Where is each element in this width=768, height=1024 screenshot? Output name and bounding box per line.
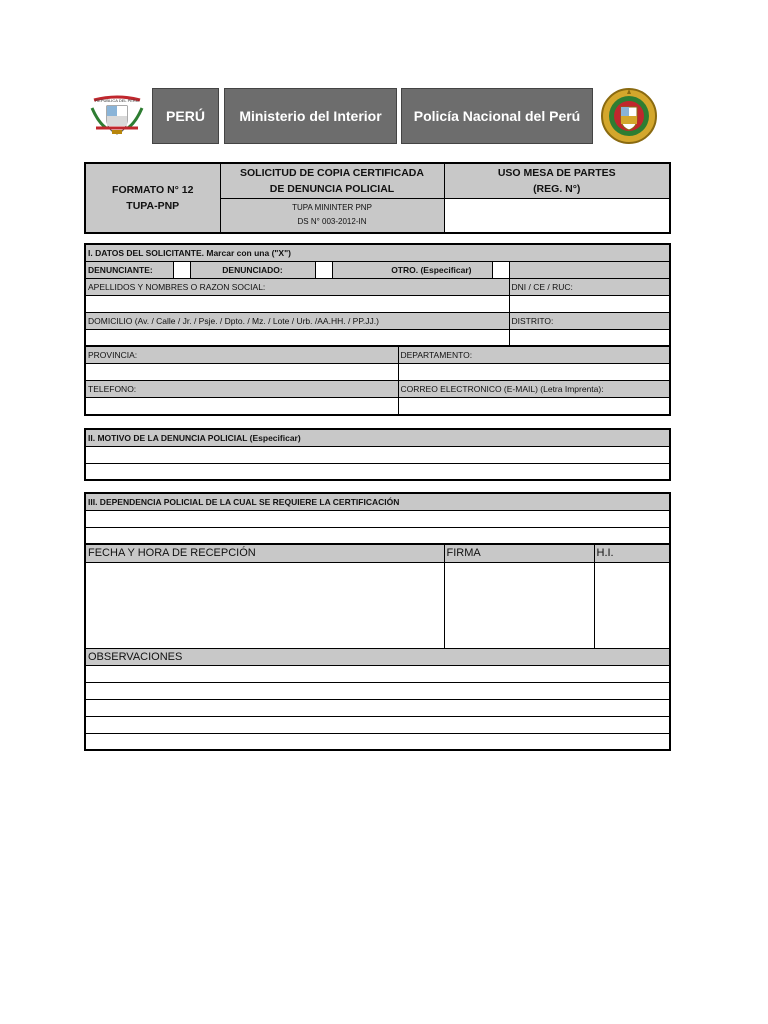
domicilio-label: DOMICILIO (Av. / Calle / Jr. / Psje. / Dpto. / Mz. / Lote / Urb. /AA.HH. / PP.JJ.) [85,312,509,329]
header-peru-label: PERÚ [166,108,205,124]
correo-label: CORREO ELECTRONICO (E-MAIL) (Letra Imprenta): [398,381,670,398]
denunciado-checkbox[interactable] [315,261,332,278]
observaciones-line-5[interactable] [85,733,670,750]
header-peru-box [152,88,219,144]
dni-field[interactable] [509,295,670,312]
police-badge-logo [600,86,658,146]
section2-table [84,428,671,481]
denunciante-label: DENUNCIANTE: [85,261,173,278]
firma-field[interactable] [444,562,594,648]
format-title-cell [220,163,444,198]
distrito-label: DISTRITO: [509,312,670,329]
desk-line2: (REG. N°) [533,182,581,195]
firma-label: FIRMA [444,544,594,562]
departamento-field[interactable] [398,364,670,381]
fecha-label: FECHA Y HORA DE RECEPCIÓN [85,544,444,562]
provincia-field[interactable] [85,364,398,381]
desk-line1: USO MESA DE PARTES [497,166,616,179]
section2-title: II. MOTIVO DE LA DENUNCIA POLICIAL (Especificar) [85,429,670,446]
hi-field[interactable] [594,562,670,648]
section3-title: III. DEPENDENCIA POLICIAL DE LA CUAL SE REQUIERE LA CERTIFICACIÓN [85,493,670,510]
header-police-label: Policía Nacional del Perú [413,108,581,124]
fecha-field[interactable] [85,562,444,648]
section1-title: I. DATOS DEL SOLICITANTE. Marcar con una ("X") [85,244,670,261]
format-ref-line2: DS N° 003-2012-IN [297,217,367,227]
format-header-table [84,162,671,234]
observaciones-line-2[interactable] [85,682,670,699]
correo-field[interactable] [398,398,670,415]
format-ref-line1: TUPA MININTER PNP [292,203,372,213]
format-tupa: TUPA-PNP [126,200,180,212]
format-code: FORMATO N° 12 [112,184,194,196]
apellidos-label: APELLIDOS Y NOMBRES O RAZON SOCIAL: [85,278,509,295]
observaciones-line-4[interactable] [85,716,670,733]
otro-label: OTRO. (Especificar) [332,261,492,278]
observaciones-line-1[interactable] [85,665,670,682]
header-police-box [401,88,593,144]
header-ministry-box [224,88,397,144]
observaciones-label: OBSERVACIONES [85,648,670,665]
section1-table [84,243,671,347]
dependencia-line-2[interactable] [85,527,670,544]
format-title-line2: DE DENUNCIA POLICIAL [269,182,395,195]
seal-text: REPÚBLICA DEL PERÚ [95,98,139,103]
motivo-line-1[interactable] [85,446,670,463]
observaciones-line-3[interactable] [85,699,670,716]
domicilio-field[interactable] [85,329,509,346]
format-title-line1: SOLICITUD DE COPIA CERTIFICADA [240,166,424,179]
section3-table [84,492,671,751]
telefono-label: TELEFONO: [85,381,398,398]
desk-cell [444,163,670,198]
dependencia-line-1[interactable] [85,510,670,527]
otro-spec-cell [509,261,670,278]
hi-label: H.I. [594,544,670,562]
telefono-field[interactable] [85,398,398,415]
provincia-label: PROVINCIA: [85,347,398,364]
reg-number-field[interactable] [444,198,670,233]
otro-checkbox[interactable] [492,261,509,278]
apellidos-field[interactable] [85,295,509,312]
format-ref-cell [220,198,444,233]
peru-coat-of-arms-logo [88,94,146,138]
distrito-field[interactable] [509,329,670,346]
header-ministry-label: Ministerio del Interior [239,108,382,124]
denunciante-checkbox[interactable] [173,261,190,278]
format-code-cell [85,163,220,233]
denunciado-label: DENUNCIADO: [190,261,315,278]
departamento-label: DEPARTAMENTO: [398,347,670,364]
motivo-line-2[interactable] [85,463,670,480]
section1-location-table [84,346,671,416]
dni-label: DNI / CE / RUC: [509,278,670,295]
